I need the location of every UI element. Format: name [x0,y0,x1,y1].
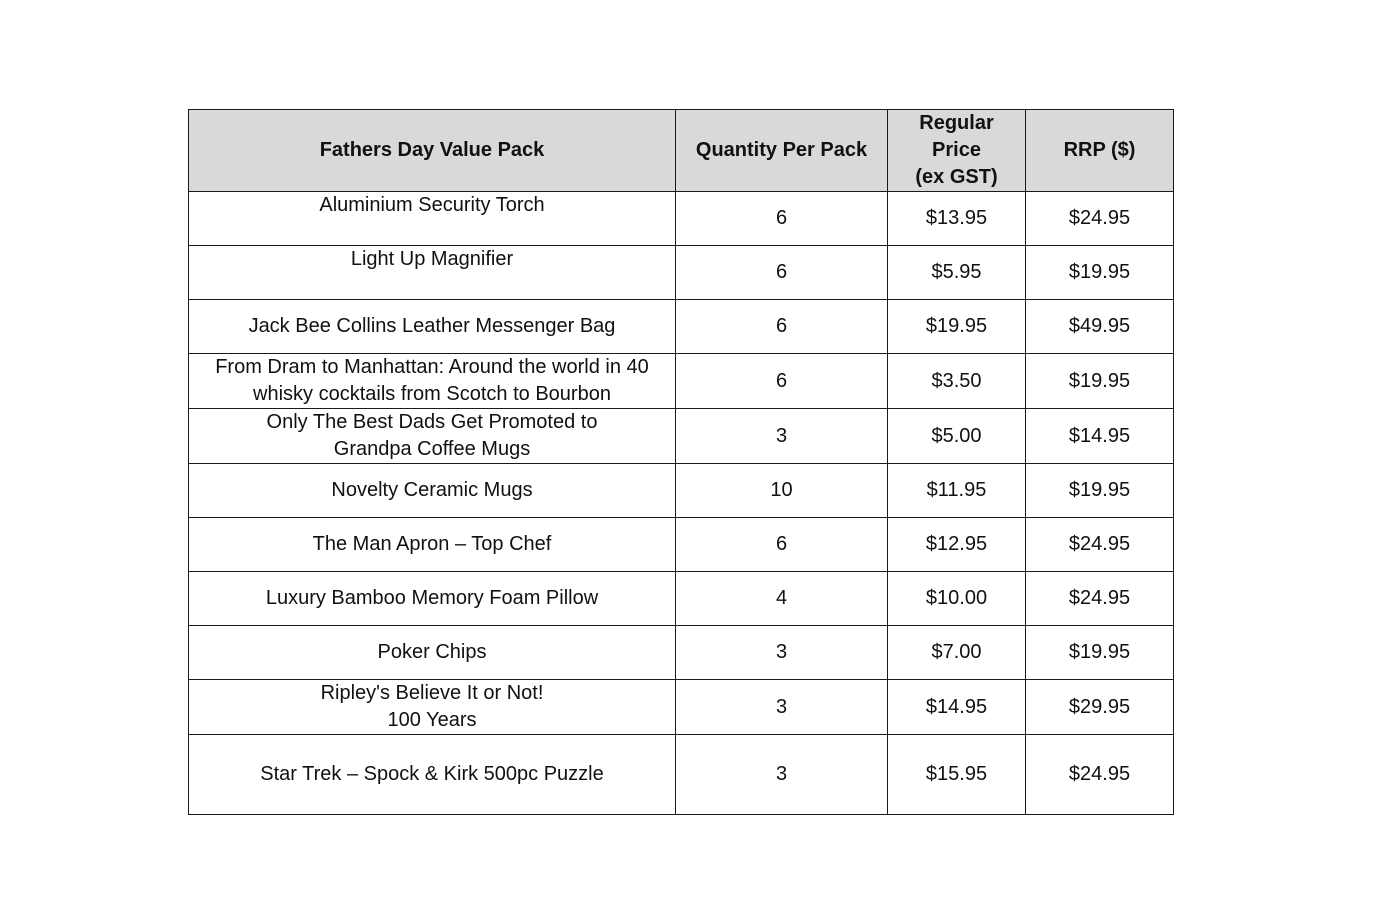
pack-name-line: The Man Apron – Top Chef [312,533,552,555]
pack-name-line: whisky cocktails from Scotch to Bourbon [253,383,611,405]
cell-pack-name [189,246,676,300]
cell-pack-name [189,409,676,464]
table-row [189,735,1174,815]
pack-name-line: From Dram to Manhattan: Around the world in 40 [215,356,649,378]
cell-regular-price: $13.95 [888,192,1026,246]
table-body [189,192,1174,815]
cell-regular-price: $12.95 [888,518,1026,572]
table-row [189,246,1174,300]
cell-regular-price: $15.95 [888,735,1026,815]
cell-regular-price: $11.95 [888,464,1026,518]
table-row [189,409,1174,464]
header-row [189,110,1174,192]
cell-quantity: 6 [676,518,888,572]
cell-regular-price: $5.00 [888,409,1026,464]
pack-name-line: Only The Best Dads Get Promoted to [266,411,598,433]
cell-rrp: $29.95 [1026,680,1174,735]
cell-rrp: $19.95 [1026,626,1174,680]
cell-rrp: $19.95 [1026,464,1174,518]
cell-pack-name [189,735,676,815]
value-pack-table-container [188,109,1174,815]
cell-quantity: 10 [676,464,888,518]
cell-quantity: 6 [676,192,888,246]
header-regular-price-line1: Regular Price [919,112,994,161]
pack-name-line: Grandpa Coffee Mugs [333,438,531,460]
table-row [189,300,1174,354]
header-rrp: RRP ($) [1026,110,1174,192]
pack-name-line: Luxury Bamboo Memory Foam Pillow [265,587,599,609]
cell-quantity: 6 [676,246,888,300]
cell-pack-name [189,464,676,518]
table-row [189,354,1174,409]
cell-regular-price: $10.00 [888,572,1026,626]
cell-pack-name [189,680,676,735]
table-header [189,110,1174,192]
table-row [189,680,1174,735]
table-row [189,518,1174,572]
cell-quantity: 3 [676,735,888,815]
cell-regular-price: $19.95 [888,300,1026,354]
pack-name-line: Novelty Ceramic Mugs [331,479,533,501]
cell-regular-price: $7.00 [888,626,1026,680]
cell-quantity: 3 [676,626,888,680]
pack-name-line: Light Up Magnifier [350,248,514,270]
cell-rrp: $19.95 [1026,246,1174,300]
cell-pack-name [189,518,676,572]
cell-rrp: $24.95 [1026,518,1174,572]
cell-rrp: $14.95 [1026,409,1174,464]
cell-pack-name [189,354,676,409]
table-row [189,572,1174,626]
table-row [189,192,1174,246]
pack-name-line: Aluminium Security Torch [319,194,545,216]
cell-pack-name [189,572,676,626]
cell-regular-price: $14.95 [888,680,1026,735]
value-pack-table [188,109,1174,815]
pack-name-line: Jack Bee Collins Leather Messenger Bag [248,315,616,337]
cell-quantity: 3 [676,409,888,464]
cell-pack-name [189,192,676,246]
cell-pack-name [189,300,676,354]
cell-regular-price: $5.95 [888,246,1026,300]
header-quantity: Quantity Per Pack [676,110,888,192]
pack-name-line: Ripley's Believe It or Not! [320,682,544,704]
cell-rrp: $24.95 [1026,735,1174,815]
header-pack-name: Fathers Day Value Pack [189,110,676,192]
cell-quantity: 3 [676,680,888,735]
pack-name-line: 100 Years [387,709,477,731]
table-row [189,464,1174,518]
cell-rrp: $24.95 [1026,192,1174,246]
pack-name-line: Poker Chips [377,641,487,663]
cell-quantity: 6 [676,300,888,354]
cell-rrp: $49.95 [1026,300,1174,354]
header-regular-price [888,110,1026,192]
cell-quantity: 6 [676,354,888,409]
cell-pack-name [189,626,676,680]
cell-rrp: $24.95 [1026,572,1174,626]
cell-rrp: $19.95 [1026,354,1174,409]
table-row [189,626,1174,680]
pack-name-line: Star Trek – Spock & Kirk 500pc Puzzle [260,763,604,785]
cell-quantity: 4 [676,572,888,626]
header-regular-price-line2: (ex GST) [915,166,998,188]
cell-regular-price: $3.50 [888,354,1026,409]
